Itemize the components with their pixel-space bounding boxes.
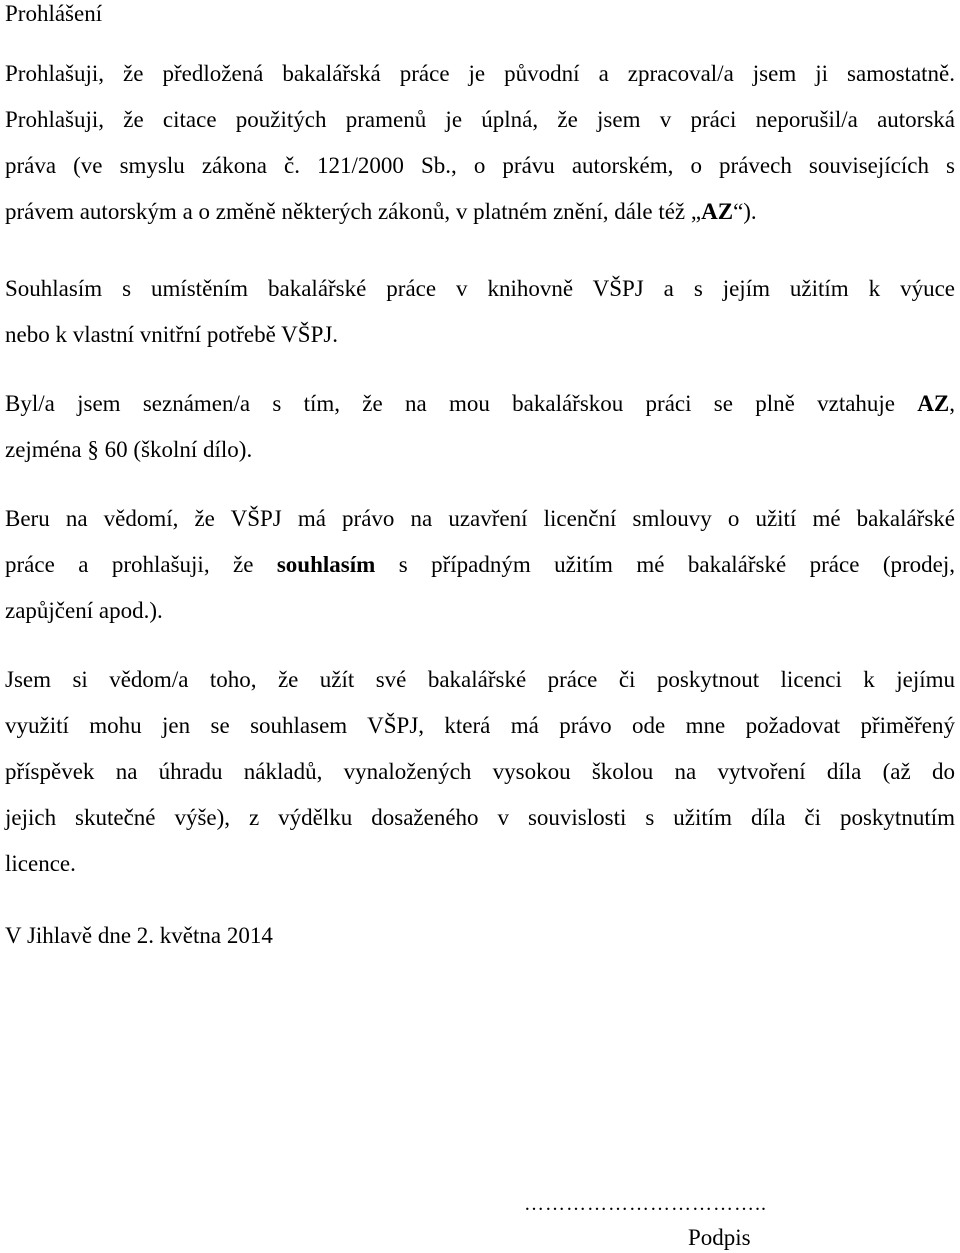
place-and-date: V Jihlavě dne 2. května 2014 <box>5 923 273 948</box>
paragraph-line: příspěvek na úhradu nákladů, vynaložených vysokou školou na vytvoření díla (až do <box>5 759 955 784</box>
paragraph-line: Prohlašuji, že předložená bakalářská práce je původní a zpracoval/a jsem ji samostatně. <box>5 61 955 86</box>
paragraph-originality <box>5 51 955 235</box>
text-segment: Byl/a jsem seznámen/a s tím, že na mou bakalářskou práci se plně vztahuje <box>5 391 918 416</box>
paragraph-line: nebo k vlastní vnitřní potřebě VŠPJ. <box>5 322 339 347</box>
paragraph-copyright-act <box>5 381 955 473</box>
paragraph-line: Beru na vědomí, že VŠPJ má právo na uzavření licenční smlouvy o užití mé bakalářské <box>5 506 955 531</box>
text-segment: právem autorským a o změně některých zákonů, v platném znění, dále též „ <box>5 199 702 224</box>
paragraph-line <box>5 381 955 427</box>
paragraph-line: Prohlašuji, že citace použitých pramenů je úplná, že jsem v práci neporušil/a autorská <box>5 107 955 132</box>
page-title: Prohlášení <box>5 1 103 26</box>
bold-consent: souhlasím <box>276 552 376 577</box>
paragraph-line <box>5 189 955 235</box>
paragraph-line: Jsem si vědom/a toho, že užít své bakalářské práce či poskytnout licenci k jejímu <box>5 667 955 692</box>
paragraph-line: licence. <box>5 851 76 876</box>
text-segment: práce a prohlašuji, že <box>5 552 277 577</box>
signature-line: …………………………….. <box>524 1193 767 1215</box>
paragraph-line: práva (ve smyslu zákona č. 121/2000 Sb., o právu autorském, o právech souvisejících s <box>5 153 955 178</box>
paragraph-license-conditions <box>5 657 955 887</box>
paragraph-line: jejich skutečné výše), z výdělku dosaženého v souvislosti s užitím díla či poskytnutím <box>5 805 955 830</box>
text-segment: s případným užitím mé bakalářské práce (prodej, <box>375 552 955 577</box>
bold-abbreviation: AZ <box>701 199 734 224</box>
paragraph-library-consent <box>5 266 955 358</box>
paragraph-line: využití mohu jen se souhlasem VŠPJ, která má právo ode mne požadovat přiměřený <box>5 713 955 738</box>
signature-label: Podpis <box>688 1225 751 1250</box>
bold-abbreviation: AZ <box>917 391 950 416</box>
paragraph-line: Souhlasím s umístěním bakalářské práce v knihovně VŠPJ a s jejím užitím k výuce <box>5 276 955 301</box>
paragraph-line: zejména § 60 (školní dílo). <box>5 437 253 462</box>
text-segment: , <box>949 391 955 416</box>
paragraph-line <box>5 542 955 588</box>
paragraph-license-agreement <box>5 496 955 634</box>
paragraph-line: zapůjčení apod.). <box>5 598 163 623</box>
text-segment: “). <box>733 199 757 224</box>
